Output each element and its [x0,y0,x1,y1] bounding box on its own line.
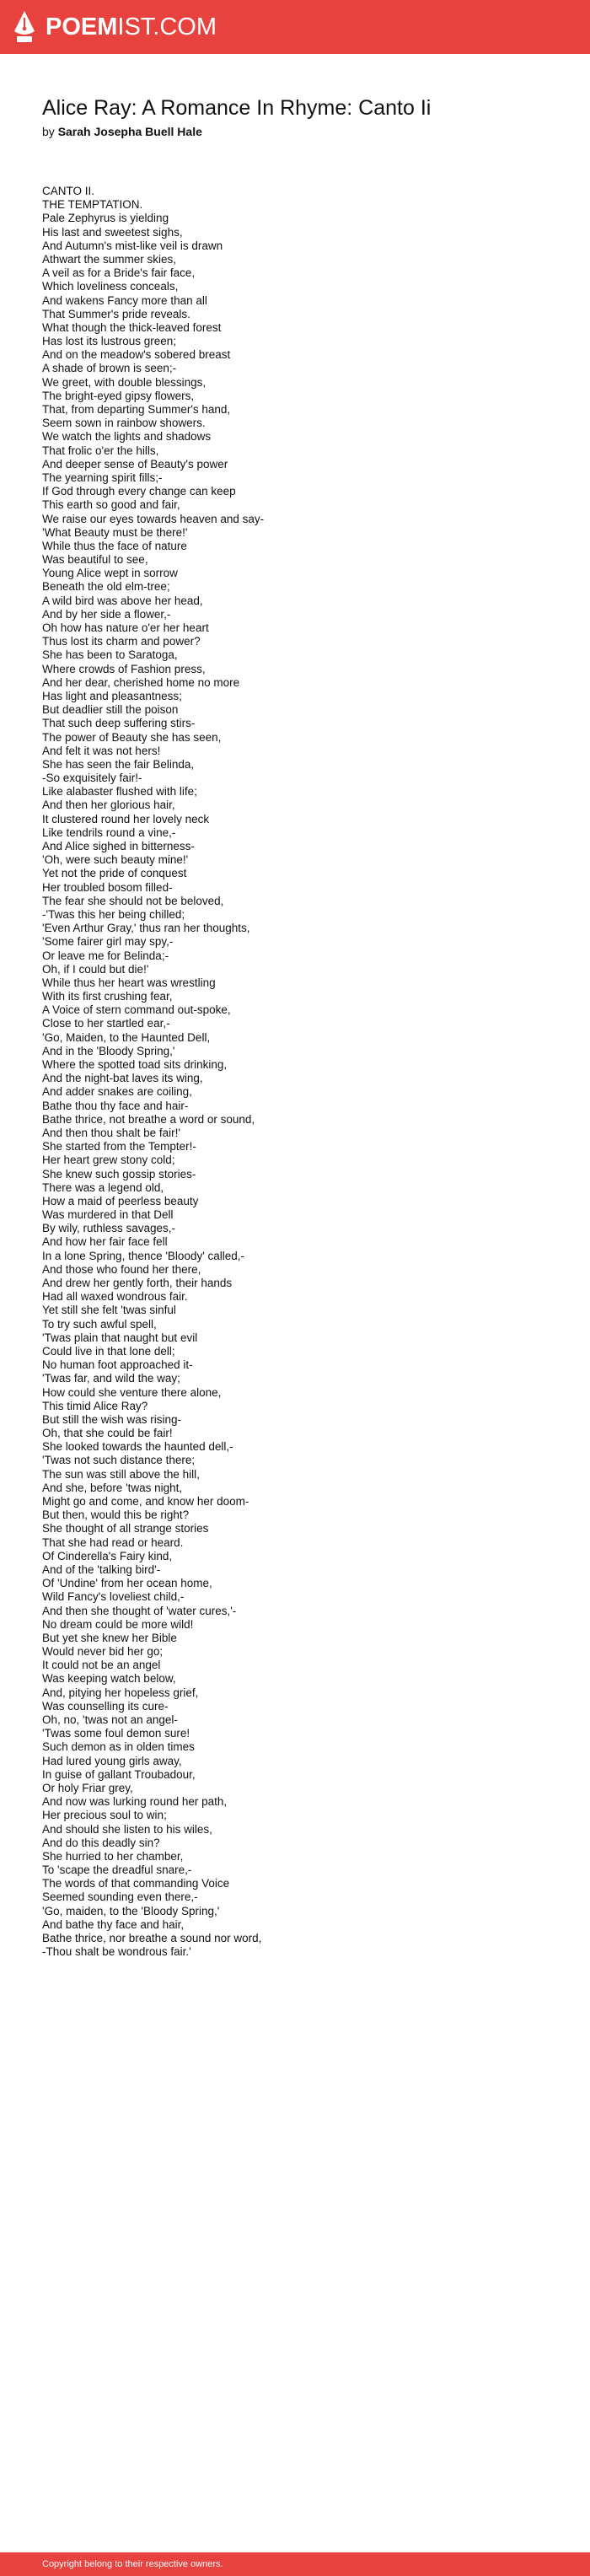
poem-line: A Voice of stern command out-spoke, [42,1003,231,1017]
poem-line: She thought of all strange stories [42,1522,209,1535]
poem-line: Bathe thou thy face and hair- [42,1099,189,1112]
poem-line: Of Cinderella's Fairy kind, [42,1549,173,1562]
logo-light-text: IST.COM [117,13,217,40]
poem-line: 'Twas some foul demon sure! [42,1727,190,1740]
poem-line: This earth so good and fair, [42,498,180,512]
poem-line: Was keeping watch below, [42,1672,176,1686]
poem-line: Oh how has nature o'er her heart [42,621,209,634]
poem-line: That Summer's pride reveals. [42,307,190,320]
poem-line: Her troubled bosom filled- [42,880,173,894]
poem-line: In guise of gallant Troubadour, [42,1767,196,1781]
quill-nib-icon [12,9,37,45]
poem-line: -Thou shalt be wondrous fair.' [42,1945,191,1959]
poem-line: What though the thick-leaved forest [42,320,222,334]
poem-line: But deadlier still the poison [42,703,179,717]
poem-line: Could live in that lone dell; [42,1344,175,1358]
poem-line: And the night-bat laves its wing, [42,1072,203,1085]
poem-line: The power of Beauty she has seen, [42,730,222,744]
poem-line: And then she thought of 'water cures,'- [42,1604,237,1617]
poem-line: The sun was still above the hill, [42,1467,200,1481]
poem-line: It clustered round her lovely neck [42,812,210,826]
poem-line: Her precious soul to win; [42,1809,167,1822]
poem-line: She looked towards the haunted dell,- [42,1440,233,1454]
poem-line: And in the 'Bloody Spring,' [42,1044,175,1057]
poem-line: It could not be an angel [42,1659,161,1672]
poem-line: And by her side a flower,- [42,607,171,621]
poem-line: Has light and pleasantness; [42,689,182,702]
poem-line: Was murdered in that Dell [42,1208,174,1222]
poem-line: In a lone Spring, thence 'Bloody' called,- [42,1249,245,1262]
site-header [0,0,590,54]
poem-line: She knew such gossip stories- [42,1167,196,1180]
poem-line: While thus her heart was wrestling [42,976,216,989]
poem-line: 'Oh, were such beauty mine!' [42,853,189,867]
poem-line: That, from departing Summer's hand, [42,403,231,416]
poem-line: -'Twas this her being chilled; [42,907,185,921]
poem-line: Oh, if I could but die!' [42,962,149,976]
poem-line: Would never bid her go; [42,1645,164,1659]
poem-line: And how her fair face fell [42,1235,168,1249]
poem-line: There was a legend old, [42,1180,164,1194]
poem-line: No dream could be more wild! [42,1617,194,1631]
poem-line: But still the wish was rising- [42,1412,182,1426]
poem-line: And her dear, cherished home no more [42,675,240,689]
poem-body [42,185,548,1959]
poem-line: Was counselling its cure- [42,1699,169,1713]
poem-line: She has seen the fair Belinda, [42,757,195,771]
poem-line: And now was lurking round her path, [42,1795,228,1809]
site-logo-link[interactable] [12,9,217,45]
poem-line: Oh, no, 'twas not an angel- [42,1713,178,1726]
poem-line: Close to her startled ear,- [42,1017,170,1030]
poem-line: 'Twas not such distance there; [42,1454,196,1467]
poem-line: And she, before 'twas night, [42,1481,183,1494]
poem-line: Which loveliness conceals, [42,280,179,293]
poem-line: Seemed sounding even there,- [42,1890,198,1904]
poem-line: And, pitying her hopeless grief, [42,1686,199,1699]
poem-line: Athwart the summer skies, [42,252,177,266]
poem-line: And then her glorious hair, [42,799,175,812]
poem-line: Yet still she felt 'twas sinful [42,1304,176,1317]
poem-line: With its first crushing fear, [42,990,173,1003]
poem-line: And adder snakes are coiling, [42,1085,192,1099]
poem-line: A wild bird was above her head, [42,594,203,607]
author-link[interactable]: Sarah Josepha Buell Hale [57,125,202,138]
poem-line: Of 'Undine' from her ocean home, [42,1577,212,1590]
poem-line: No human foot approached it- [42,1358,193,1372]
poem-line: Might go and come, and know her doom- [42,1495,249,1508]
byline-prefix: by [42,125,58,138]
poem-line: A veil as for a Bride's fair face, [42,266,196,280]
poem-line: And on the meadow's sobered breast [42,348,231,362]
poem-line: We watch the lights and shadows [42,430,212,444]
poem-line: If God through every change can keep [42,485,236,498]
poem-line: -So exquisitely fair!- [42,772,142,785]
poem-line: The yearning spirit fills;- [42,471,163,484]
poem-line: A shade of brown is seen;- [42,362,177,375]
poem-line: While thus the face of nature [42,539,187,552]
poem-line: 'What Beauty must be there!' [42,525,188,539]
poem-line: We greet, with double blessings, [42,375,206,389]
poem-line: Young Alice wept in sorrow [42,567,178,580]
poem-line: Beneath the old elm-tree; [42,580,170,594]
poem-line: Where the spotted toad sits drinking, [42,1058,228,1071]
poem-line: That frolic o'er the hills, [42,444,159,457]
poem-line: The words of that commanding Voice [42,1877,230,1890]
poem-line: But yet she knew her Bible [42,1631,177,1644]
poem-line: And should she listen to his wiles, [42,1822,212,1836]
poem-line: The bright-eyed gipsy flowers, [42,389,195,402]
poem-line: To 'scape the dreadful snare,- [42,1863,192,1877]
poem-line: And those who found her there, [42,1262,201,1276]
poem-line: And wakens Fancy more than all [42,293,207,307]
poem-line: Like alabaster flushed with life; [42,785,197,799]
poem-title: Alice Ray: A Romance In Rhyme: Canto Ii [42,96,432,120]
poem-line: Oh, that she could be fair! [42,1427,173,1440]
poem-line: That she had read or heard. [42,1535,184,1549]
poem-line: And drew her gently forth, their hands [42,1277,233,1289]
poem-line: She has been to Saratoga, [42,648,178,662]
poem-line: We raise our eyes towards heaven and say- [42,512,265,525]
site-footer [0,2552,590,2576]
poem-line: And deeper sense of Beauty's power [42,457,228,471]
poem-line: 'Go, maiden, to the 'Bloody Spring,' [42,1904,220,1917]
poem-line: The fear she should not be beloved, [42,894,224,907]
poem-line: Had lured young girls away, [42,1754,182,1767]
poem-line: How could she venture there alone, [42,1385,222,1399]
poem-line: THE TEMPTATION. [42,198,143,212]
poem-line: Such demon as in olden times [42,1740,195,1754]
poem-line: Pale Zephyrus is yielding [42,212,169,225]
poem-line: CANTO II. [42,185,95,197]
poem-line: To try such awful spell, [42,1317,157,1331]
poem-line: Or leave me for Belinda;- [42,949,169,962]
poem-line: 'Twas plain that naught but evil [42,1331,198,1344]
site-logo-text [46,15,217,40]
logo-bold-text: POEM [46,13,118,40]
poem-line: How a maid of peerless beauty [42,1194,199,1207]
poem-line: His last and sweetest sighs, [42,225,183,239]
poem-line: And Autumn's mist-like veil is drawn [42,239,223,252]
poem-line: 'Some fairer girl may spy,- [42,935,174,949]
poem-line: 'Go, Maiden, to the Haunted Dell, [42,1030,211,1044]
poem-line: Where crowds of Fashion press, [42,662,206,675]
poem-line: Her heart grew stony cold; [42,1154,175,1167]
poem-line: And of the 'talking bird'- [42,1562,161,1576]
poem-line: But then, would this be right? [42,1508,190,1522]
poem-line: And bathe thy face and hair, [42,1917,185,1931]
poem-line: By wily, ruthless savages,- [42,1222,176,1235]
poem-line: Yet not the pride of conquest [42,867,187,880]
poem-line: Thus lost its charm and power? [42,635,201,648]
poem-line: Has lost its lustrous green; [42,335,177,348]
copyright-notice: Copyright belong to their respective owners. [42,2559,223,2569]
poem-line: Seem sown in rainbow showers. [42,417,206,430]
poem-byline [42,124,202,139]
poem-line: And Alice sighed in bitterness- [42,840,195,852]
poem-line: Or holy Friar grey, [42,1781,133,1794]
poem-line: Bathe thrice, not breathe a word or sound, [42,1112,255,1126]
poem-line: Had all waxed wondrous fair. [42,1290,188,1304]
poem-line: 'Twas far, and wild the way; [42,1372,180,1385]
poem-line: She hurried to her chamber, [42,1849,184,1863]
poem-line: Like tendrils round a vine,- [42,826,176,839]
poem-line: 'Even Arthur Gray,' thus ran her thoughts, [42,922,250,935]
poem-line: And then thou shalt be fair!' [42,1126,180,1139]
poem-line: And felt it was not hers! [42,744,161,757]
poem-line: Was beautiful to see, [42,553,148,567]
poem-line: That such deep suffering stirs- [42,717,196,730]
poem-line: Wild Fancy's loveliest child,- [42,1590,185,1604]
poem-line: This timid Alice Ray? [42,1399,148,1412]
poem-line: And do this deadly sin? [42,1836,160,1849]
poem-line: She started from the Tempter!- [42,1140,196,1154]
poem-line: Bathe thrice, nor breathe a sound nor word, [42,1932,262,1944]
